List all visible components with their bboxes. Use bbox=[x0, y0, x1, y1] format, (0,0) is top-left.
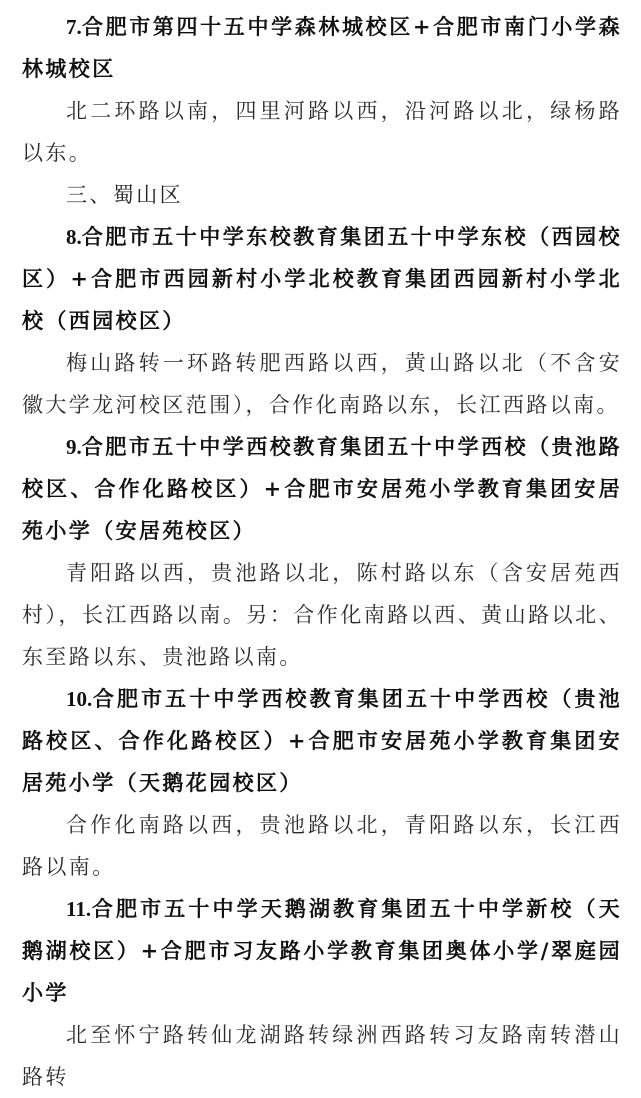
district-boundary-7: 北二环路以南，四里河路以西，沿河路以北，绿杨路以东。 bbox=[22, 99, 622, 165]
school-district-heading-7 bbox=[22, 6, 622, 90]
heading-text: 合肥市第四十五中学森林城校区+合肥市南门小学森林城校区 bbox=[22, 14, 622, 81]
district-boundary-11: 北至怀宁路转仙龙湖路转绿洲西路转习友路南转潜山路转 bbox=[22, 1023, 622, 1089]
item-number: 7. bbox=[66, 15, 82, 39]
school-district-heading-11 bbox=[22, 888, 622, 1014]
heading-text: 合肥市五十中学天鹅湖教育集团五十中学新校（天鹅湖校区）+合肥市习友路小学教育集团奥体小学/翠庭园小学 bbox=[22, 896, 622, 1005]
document-page bbox=[22, 6, 622, 1098]
heading-text: 合肥市五十中学东校教育集团五十中学东校（西园校区）+合肥市西园新村小学北校教育集团西园新村小学北校（西园校区） bbox=[22, 224, 622, 333]
district-boundary-10: 合作化南路以西，贵池路以北，青阳路以东，长江西路以南。 bbox=[22, 813, 622, 879]
heading-text: 合肥市五十中学西校教育集团五十中学西校（贵池路校区、合作化路校区）+合肥市安居苑小学教育集团安居苑小学（天鹅花园校区） bbox=[22, 686, 622, 795]
district-boundary-8: 梅山路转一环路转肥西路以西，黄山路以北（不含安徽大学龙河校区范围），合作化南路以东，长江西路以南。 bbox=[22, 351, 622, 417]
section-heading-shushan: 三、蜀山区 bbox=[66, 183, 183, 207]
item-number: 9. bbox=[66, 435, 82, 459]
item-number: 11. bbox=[66, 897, 92, 921]
school-district-heading-9 bbox=[22, 426, 622, 552]
heading-text: 合肥市五十中学西校教育集团五十中学西校（贵池路校区、合作化路校区）+合肥市安居苑小学教育集团安居苑小学（安居苑校区） bbox=[22, 434, 622, 543]
district-boundary-9: 青阳路以西，贵池路以北，陈村路以东（含安居苑西村），长江西路以南。另：合作化南路以西、黄山路以北、东至路以东、贵池路以南。 bbox=[22, 561, 622, 669]
item-number: 10. bbox=[66, 687, 93, 711]
item-number: 8. bbox=[66, 225, 82, 249]
school-district-heading-10 bbox=[22, 678, 622, 804]
school-district-heading-8 bbox=[22, 216, 622, 342]
